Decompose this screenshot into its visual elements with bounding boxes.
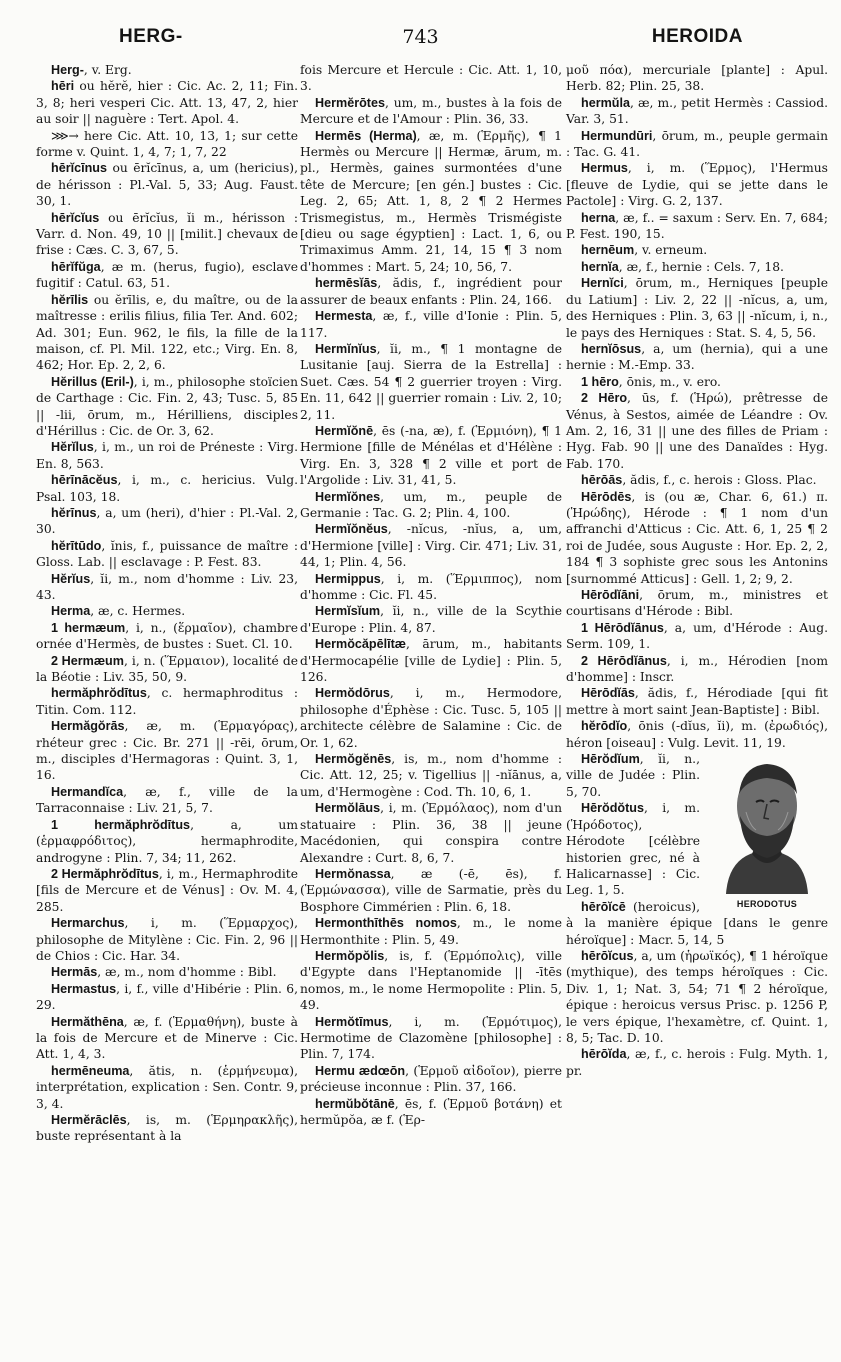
entry-definition: , ĭi, m., ¶ 1 montagne de Lusitanie [auj. Sierra de la Estrella] : Suet. Cæs. 54 ¶ 2 guerrier troyen : Virg. En. 11, 642 || guerrier romain : Liv. 2, 10; 2, 11. <box>300 341 562 422</box>
dictionary-entry <box>36 571 298 604</box>
entry-definition: , um, m., bustes à la fois de Mercure et de l'Amour : Plin. 36, 33. <box>300 95 562 127</box>
entry-definition: , æ, f. (Ἑρμαθήνη), buste à la fois de Mercure et de Minerve : Cic. Att. 1, 4, 3. <box>36 1014 298 1062</box>
entry-definition: , æ, m. (Ἑρμαγόρας), rhéteur grec : Cic. Br. 271 || -rēi, ōrum, m., disciples d'Hermagoras : Quint. 3, 1, 16. <box>36 719 298 783</box>
entry-headword: hĕrīnus <box>51 505 97 520</box>
entry-headword: hērĭcĭus <box>51 210 100 225</box>
entry-definition: , a, um (ἡρωϊκός), ¶ 1 héroïque (mythique), des temps héroïques : Cic. Div. 1, 1; Nat. 3, 54; 71 ¶ 2 héroïque, épique : heroicus versus Prisc. p. 1256 P, le vers épique, l'hexamètre, cf. Quint. 1, 8, 5; Tac. D. 10. <box>566 948 828 1045</box>
dictionary-entry <box>566 718 828 751</box>
entry-definition: , ădis, f., ingrédient pour assurer de beaux enfants : Plin. 24, 166. <box>300 276 562 307</box>
entry-headword: Herma <box>51 604 91 619</box>
entry-definition: , v. erneum. <box>634 243 708 258</box>
entry-definition: , ōrum, m., ministres et courtisans d'Hérode : Bibl. <box>566 588 828 619</box>
dictionary-entry <box>36 210 298 259</box>
entry-headword: hermăphrŏdītus <box>51 686 147 701</box>
entry-definition: , æ (-ē, ēs), f. (Ἑρμώνασσα), ville de Sarmatie, près du Bosphore Cimmérien : Plin. 6, 18. <box>300 866 562 914</box>
entry-headword: Hĕrĭlus <box>51 440 94 455</box>
entry-definition: , a, um (hernia), qui a une hernie : M.-Emp. 33. <box>566 341 828 373</box>
entry-definition: ou ĕrīlis, e, du maître, ou de la maîtresse : erilis filius, filia Ter. And. 602; Ad. 301; Eun. 962, le fils, la fille de la maison, cf. Pl. Mil. 122, etc.; Virg. En. 8, 462; Hor. Ep. 2, 2, 6. <box>36 292 298 373</box>
dictionary-entry <box>566 472 828 488</box>
entry-headword: Hermŏtīmus <box>315 1014 389 1029</box>
entry-headword: Hermăgŏrās <box>51 719 125 734</box>
entry-headword: hermŭla <box>581 95 630 110</box>
entry-headword: Hermās <box>51 965 98 980</box>
dictionary-entry <box>36 1014 298 1063</box>
entry-definition: ou hĕrĕ, hier : Cic. Ac. 2, 11; Fin. 3, 8; heri vesperi Cic. Att. 13, 47, 2, hier au soir || naguère : Tert. Apol. 4. <box>36 79 298 127</box>
entry-definition: , ēs, f. (Ἑρμοῦ βοτάνη) et hermŭpŏa, æ f. (Ἑρ- <box>300 1096 562 1127</box>
entry-definition: fois Mercure et Hercule : Cic. Att. 1, 10, 3. <box>300 63 562 94</box>
figure-caption: HERODOTUS <box>736 899 798 910</box>
entry-definition: μοῦ πόα), mercuriale [plante] : Apul. Herb. 82; Plin. 25, 38. <box>566 63 828 94</box>
dictionary-entry <box>566 587 828 620</box>
dictionary-entry <box>300 800 562 866</box>
entry-headword: hermēsĭās <box>315 276 378 291</box>
dictionary-entry <box>566 341 828 374</box>
entry-headword: Hermarchus <box>51 916 125 931</box>
dictionary-entry <box>36 538 298 571</box>
entry-headword: Hermĕrōtes <box>315 95 385 110</box>
dictionary-entry <box>36 915 298 964</box>
dictionary-entry <box>566 160 828 209</box>
dictionary-entry <box>36 160 298 209</box>
entry-headword: 2 Hermæum <box>51 653 124 668</box>
entry-definition: , i, m. (Ἕρμος), l'Hermus [fleuve de Lydie, qui se jette dans le Pactole] : Virg. G. 2, 137. <box>566 161 828 209</box>
entry-headword: Hermĭnĭus <box>315 341 377 356</box>
entry-definition: ⋙→ here Cic. Att. 10, 13, 1; sur cette forme v. Quint. 1, 4, 7; 1, 7, 22 <box>36 128 298 160</box>
entry-headword: Hermĭŏnĕus <box>315 522 388 537</box>
entry-headword: hērōĭcus <box>581 948 634 963</box>
page-number: 743 <box>402 26 439 48</box>
entry-definition: , um, m., peuple de Germanie : Tac. G. 2; Plin. 4, 100. <box>300 489 562 520</box>
dictionary-entry <box>36 292 298 374</box>
entry-headword: Hērŏdŏtus <box>581 801 644 816</box>
entry-definition: , i, n., (ἕρμαῖον), chambre ornée d'Hermès, de bustes : Suet. Cl. 10. <box>36 620 299 652</box>
dictionary-entry <box>300 636 562 685</box>
dictionary-entry <box>300 128 562 276</box>
entry-headword: Hermŏnassa <box>315 866 391 881</box>
header-right-guideword: HEROIDA <box>651 26 743 47</box>
entry-definition: ou ērĭcīnus, a, um (hericius), de hérisson : Pl.-Val. 5, 33; Aug. Faust. 30, 1. <box>36 161 298 209</box>
entry-headword: Hermĭŏnes <box>315 489 381 504</box>
entry-headword: Hermēs (Herma) <box>315 128 417 143</box>
column-3 <box>566 62 828 1079</box>
entry-definition: , i, m. (Ἑρμότιμος), Hermotime de Clazomène [philosophe] : Plin. 7, 174. <box>300 1014 562 1062</box>
entry-headword: Hermus <box>581 161 628 176</box>
dictionary-entry <box>566 210 828 243</box>
dictionary-entry <box>300 1096 562 1129</box>
header-left-guideword: HERG- <box>119 26 183 47</box>
dictionary-entry <box>300 866 562 915</box>
entry-headword: Hermĭsĭum <box>315 604 381 619</box>
dictionary-entry <box>300 751 562 800</box>
bust-illustration <box>706 754 828 894</box>
dictionary-entry <box>36 505 298 538</box>
entry-definition: , i, m. (Ἕρμαρχος), philosophe de Mitylène : Cic. Fin. 2, 96 || de Chios : Cic. Har. 34. <box>36 916 298 963</box>
entry-headword: Hermu ædœōn <box>315 1063 406 1078</box>
entry-definition: , i, m. (Ἡρόδοτος), Hérodote [célèbre historien grec, né à Halicarnasse] : Cic. Leg. 1, 5. <box>566 801 700 898</box>
entry-definition: , ēs (-na, æ), f. (Ἑρμιόνη), ¶ 1 Hermione [fille de Ménélas et d'Hélène : Virg. En. 3, 328 ¶ 2 ville et port de l'Argolide : Liv. 31, 41, 5. <box>300 423 562 488</box>
entry-headword: herna <box>581 210 616 225</box>
entry-definition: , æ, m. (Ἑρμῆς), ¶ 1 Hermès ou Mercure || Hermæ, ārum, m. pl., Hermès, gaines surmontées d'une tête de Mercure; [en gén.] bustes : Cic. Leg. 2, 65; Att. 1, 8, 2 ¶ 2 Hermes Trismegistus, m., Hermès Trismégiste [dieu ou sage égyptien] : Lact. 1, 6, ou Trimaximus Amm. 21, 14, 15 ¶ 3 nom d'hommes : Mart. 5, 24; 10, 56, 7. <box>300 128 562 274</box>
entry-headword: hermēneuma <box>51 1063 130 1078</box>
dictionary-entry <box>566 620 828 653</box>
entry-headword: Hĕrĭus <box>51 571 91 586</box>
entry-definition: , i, m. (Ἕρμιππος), nom d'homme : Cic. Fl. 45. <box>300 571 562 602</box>
entry-headword: Hermesta <box>315 309 373 324</box>
dictionary-entry <box>36 374 298 440</box>
entry-headword: Hernĭci <box>581 276 624 291</box>
dictionary-entry <box>300 308 562 341</box>
dictionary-entry <box>36 472 298 505</box>
entry-definition: , is, m., nom d'homme : Cic. Att. 12, 25; v. Tigellius || -nĭānus, a, um, d'Hermogène : Cod. Th. 10, 6, 1. <box>300 752 562 799</box>
entry-definition: , i, m., un roi de Préneste : Virg. En. 8, 563. <box>36 440 298 471</box>
dictionary-entry <box>566 259 828 275</box>
entry-headword: Hērōdĭās <box>581 686 635 701</box>
entry-definition: , ōrum, m., Herniques [peuple du Latium] : Liv. 2, 22 || -nĭcus, a, um, des Herniques : Plin. 3, 63 || -nĭcum, i, n., le pays des Herniques : Stat. S. 4, 5, 56. <box>566 276 828 340</box>
dictionary-entry <box>300 423 562 489</box>
dictionary-entry <box>300 341 562 423</box>
entry-headword: Hermĕrāclēs <box>51 1113 127 1127</box>
entry-headword: Hērŏdĭum <box>581 752 640 767</box>
dictionary-entry <box>36 784 298 817</box>
dictionary-entry <box>566 489 828 587</box>
entry-definition: , i, m., Hermaphrodite [fils de Mercure et de Vénus] : Ov. M. 4, 285. <box>36 866 298 914</box>
entry-headword: 2 Hēro <box>581 391 628 406</box>
entry-headword: Hermŏlāus <box>315 801 381 816</box>
column-1 <box>36 62 298 1145</box>
entry-definition: , ădis, f., c. herois : Gloss. Plac. <box>622 473 817 488</box>
entry-definition: , v. Erg. <box>83 63 132 77</box>
entry-headword: Hērōdĭāni <box>581 588 640 602</box>
dictionary-entry <box>566 653 828 686</box>
dictionary-entry <box>36 603 298 619</box>
entry-definition: , æ, f., c. herois : Fulg. Myth. 1, pr. <box>566 1047 828 1078</box>
entry-definition: , i, m. (Ἑρμόλαος), nom d'un statuaire : Plin. 36, 38 || jeune Macédonien, qui conspira contre Alexandre : Curt. 8, 6, 7. <box>300 801 562 865</box>
dictionary-entry <box>566 128 828 161</box>
entry-headword: hernĭōsus <box>581 341 642 356</box>
entry-definition: ou ērĭcĭus, ĭi m., hérisson : Varr. d. Non. 49, 10 || [milit.] chevaux de frise : Cæs. C. 3, 67, 5. <box>36 210 298 258</box>
entry-definition: , æ, f., ville d'Ionie : Plin. 5, 117. <box>300 309 562 340</box>
entry-headword: Hermonthīthēs nomos <box>315 916 457 931</box>
entry-definition: , æ, m., nom d'homme : Bibl. <box>97 965 277 980</box>
entry-definition: , (Ἑρμοῦ αἰδοῖον), pierre précieuse inconnue : Plin. 37, 166. <box>300 1063 562 1095</box>
dictionary-entry <box>300 95 562 128</box>
dictionary-entry <box>36 1112 298 1145</box>
entry-headword: hĕrītūdo <box>51 538 102 553</box>
entry-definition: , a, um (heri), d'hier : Pl.-Val. 2, 30. <box>36 505 298 537</box>
entry-definition: , i, m., Hermodore, philosophe d'Éphèse : Cic. Tusc. 5, 105 || architecte célèbre de Salamine : Cic. de Or. 1, 62. <box>300 686 562 750</box>
entry-headword: Hermŏcăpēlītæ <box>315 637 406 652</box>
entry-definition: , ārum, m., habitants d'Hermocapélie [ville de Lydie] : Plin. 5, 126. <box>300 637 562 685</box>
entry-definition: , is (ou æ, Char. 6, 61.) ɪɪ. (Ἡρώδης), Hérode : ¶ 1 nom d'un affranchi d'Atticus : Cic. Att. 6, 1, 25 ¶ 2 roi de Judée, sous Auguste : Hor. Ep. 2, 2, 184 ¶ 3 sophiste grec sous les Antonins [surnommé Atticus] : Gell. 1, 2; 9, 2. <box>566 489 828 586</box>
entry-headword: Hērōdēs <box>581 489 632 504</box>
dictionary-entry <box>300 948 562 1014</box>
entry-headword: Herg- <box>51 63 84 77</box>
entry-headword: hērōās <box>581 473 623 488</box>
dictionary-entry <box>36 259 298 292</box>
dictionary-entry <box>36 439 298 472</box>
entry-definition: , ĭi, n., ville de Judée : Plin. 5, 70. <box>566 752 700 799</box>
entry-definition: , æ, c. Hermes. <box>90 604 186 619</box>
entry-definition: , i, m., c. hericius. Vulg. Psal. 103, 18. <box>36 473 298 504</box>
column-2 <box>300 62 562 1128</box>
dictionary-entry <box>36 620 298 653</box>
dictionary-entry <box>36 1063 298 1112</box>
entry-definition: , æ m. (herus, fugio), esclave fugitif : Catul. 63, 51. <box>36 259 298 291</box>
entry-definition: , a, um, d'Hérode : Aug. Serm. 109, 1. <box>566 620 829 652</box>
entry-definition: , i, n. (Ἕρμαιον), localité de la Béotie : Liv. 35, 50, 9. <box>36 653 298 685</box>
entry-definition: , i, m., Hérodien [nom d'homme] : Inscr. <box>566 653 828 685</box>
entry-headword: hērĭcīnus <box>51 161 107 176</box>
entry-headword: hĕrīlis <box>51 292 89 307</box>
dictionary-entry <box>36 866 298 915</box>
dictionary-entry <box>300 1063 562 1096</box>
entry-definition: , a, um (ἑρμαφρόδιτος), hermaphrodite, androgyne : Plin. 7, 34; 11, 262. <box>36 817 298 865</box>
dictionary-entry <box>36 964 298 980</box>
dictionary-entry <box>566 95 828 128</box>
dictionary-entry <box>36 62 298 78</box>
entry-headword: 1 hēro <box>581 374 619 389</box>
dictionary-entry <box>300 685 562 751</box>
entry-definition: , æ, f.. = saxum : Serv. En. 7, 684; P. Fest. 190, 15. <box>566 210 828 242</box>
entry-headword: hermŭbŏtānē <box>315 1096 395 1111</box>
dictionary-entry <box>566 275 828 341</box>
entry-headword: Hermastus <box>51 981 117 996</box>
dictionary-entry <box>36 128 298 161</box>
entry-definition: , m., le nome Hermonthite : Plin. 5, 49. <box>300 916 562 947</box>
entry-headword: hērĭfŭga <box>51 259 101 274</box>
entry-headword: Hermundūri <box>581 128 653 143</box>
dictionary-entry <box>300 915 562 948</box>
dictionary-entry <box>36 653 298 686</box>
entry-definition: , is, f. (Ἑρμόπολις), ville d'Egypte dans l'Heptanomide || -ītēs nomos, m., le nome Hermopolite : Plin. 5, 49. <box>300 948 562 1013</box>
entry-headword: 1 hermæum <box>51 620 126 635</box>
entry-definition: , ōnis (-dĭus, ĭi), m. (ἐρωδιός), héron [oiseau] : Vulg. Levit. 11, 19. <box>566 719 828 750</box>
page-header <box>0 26 841 50</box>
entry-definition: , æ, f., ville de la Tarraconnaise : Liv. 21, 5, 7. <box>36 784 298 816</box>
dictionary-entry <box>566 948 828 1046</box>
herodotus-portrait <box>706 754 828 910</box>
entry-headword: 1 hermăphrŏdītus <box>51 817 191 832</box>
entry-definition: , ĭi, m., nom d'homme : Liv. 23, 43. <box>36 571 298 602</box>
entry-headword: Hĕrillus (Eril-) <box>51 374 134 389</box>
entry-headword: Hermŏdōrus <box>315 686 390 701</box>
entry-definition: (heroicus), à la manière épique [dans le genre héroïque] : Macr. 5, 14, 5 <box>566 899 828 947</box>
entry-definition: , æ, f., hernie : Cels. 7, 18. <box>618 259 784 274</box>
dictionary-entry <box>300 275 562 308</box>
entry-headword: Hermăthēna <box>51 1014 124 1029</box>
dictionary-entry <box>566 242 828 258</box>
dictionary-entry <box>566 390 828 472</box>
dictionary-entry <box>36 817 298 866</box>
entry-definition: , ătis, n. (ἑρμήνευμα), interprétation, explication : Sen. Contr. 9, 3, 4. <box>36 1063 298 1111</box>
entry-definition: , ĭnis, f., puissance de maître : Gloss. Lab. || esclavage : P. Fest. 83. <box>36 538 298 570</box>
entry-headword: Hermŏgĕnēs <box>315 752 392 767</box>
dictionary-entry <box>36 78 298 127</box>
entry-headword: hērīnācĕus <box>51 473 118 488</box>
dictionary-entry <box>36 981 298 1014</box>
entry-headword: hērōĭcē <box>581 899 626 914</box>
dictionary-entry <box>566 62 828 95</box>
entry-headword: 1 Hērōdĭānus <box>581 620 664 635</box>
dictionary-entry <box>300 62 562 95</box>
dictionary-entry <box>36 718 298 784</box>
entry-headword: 2 Hermăphrŏdītus <box>51 866 159 881</box>
dictionary-entry <box>300 603 562 636</box>
entry-headword: hērōĭda <box>581 1047 627 1062</box>
entry-headword: Hermandĭca <box>51 784 124 799</box>
entry-definition: , ĭi, n., ville de la Scythie d'Europe : Plin. 4, 87. <box>300 604 562 635</box>
dictionary-entry <box>300 521 562 570</box>
dictionary-entry <box>36 685 298 718</box>
dictionary-entry <box>300 571 562 604</box>
entry-definition: , -nĭcus, -nĭus, a, um, d'Hermione [ville] : Virg. Cir. 471; Liv. 31, 44, 1; Plin. 4, 56. <box>300 522 562 570</box>
entry-definition: , i, f., ville d'Hibérie : Plin. 6, 29. <box>36 981 298 1013</box>
entry-headword: hĕrōdĭo <box>581 719 628 734</box>
entry-definition: , æ, m., petit Hermès : Cassiod. Var. 3, 51. <box>566 95 828 127</box>
entry-definition: , c. hermaphroditus : Titin. Com. 112. <box>36 686 298 717</box>
dictionary-entry <box>566 374 828 390</box>
entry-definition: , ūs, f. (Ἡρώ), prêtresse de Vénus, à Sestos, aimée de Léandre : Ov. Am. 2, 16, 31 || une des filles de Priam : Hyg. Fab. 90 || une des Danaïdes : Hyg. Fab. 170. <box>566 391 828 471</box>
entry-headword: Hermŏpŏlis <box>315 948 385 963</box>
dictionary-entry <box>300 489 562 522</box>
entry-headword: hernĭa <box>581 259 619 274</box>
entry-headword: 2 Hērōdĭānus <box>581 653 667 668</box>
entry-headword: hēri <box>51 79 75 94</box>
entry-headword: Hermippus <box>315 571 381 586</box>
entry-headword: Hermĭŏnē <box>315 423 374 438</box>
entry-definition: , ădis, f., Hérodiade [qui fit mettre à mort saint Jean-Baptiste] : Bibl. <box>566 686 828 717</box>
entry-definition: , i, m., philosophe stoïcien de Carthage : Cic. Fin. 2, 43; Tusc. 5, 85 || -lii, ōrum, m., Hérilliens, disciples d'Hérillus : Cic. de Or. 3, 62. <box>36 374 298 438</box>
entry-headword: hernēum <box>581 243 635 258</box>
entry-definition: , ōrum, m., peuple germain : Tac. G. 41. <box>566 128 828 160</box>
dictionary-entry <box>300 1014 562 1063</box>
entry-definition: , ōnis, m., v. ero. <box>618 374 721 389</box>
entry-definition: , is, m. (Ἑρμηρακλῆς), buste représentant à la <box>36 1113 298 1144</box>
dictionary-entry <box>566 1046 828 1079</box>
dictionary-entry <box>566 685 828 718</box>
